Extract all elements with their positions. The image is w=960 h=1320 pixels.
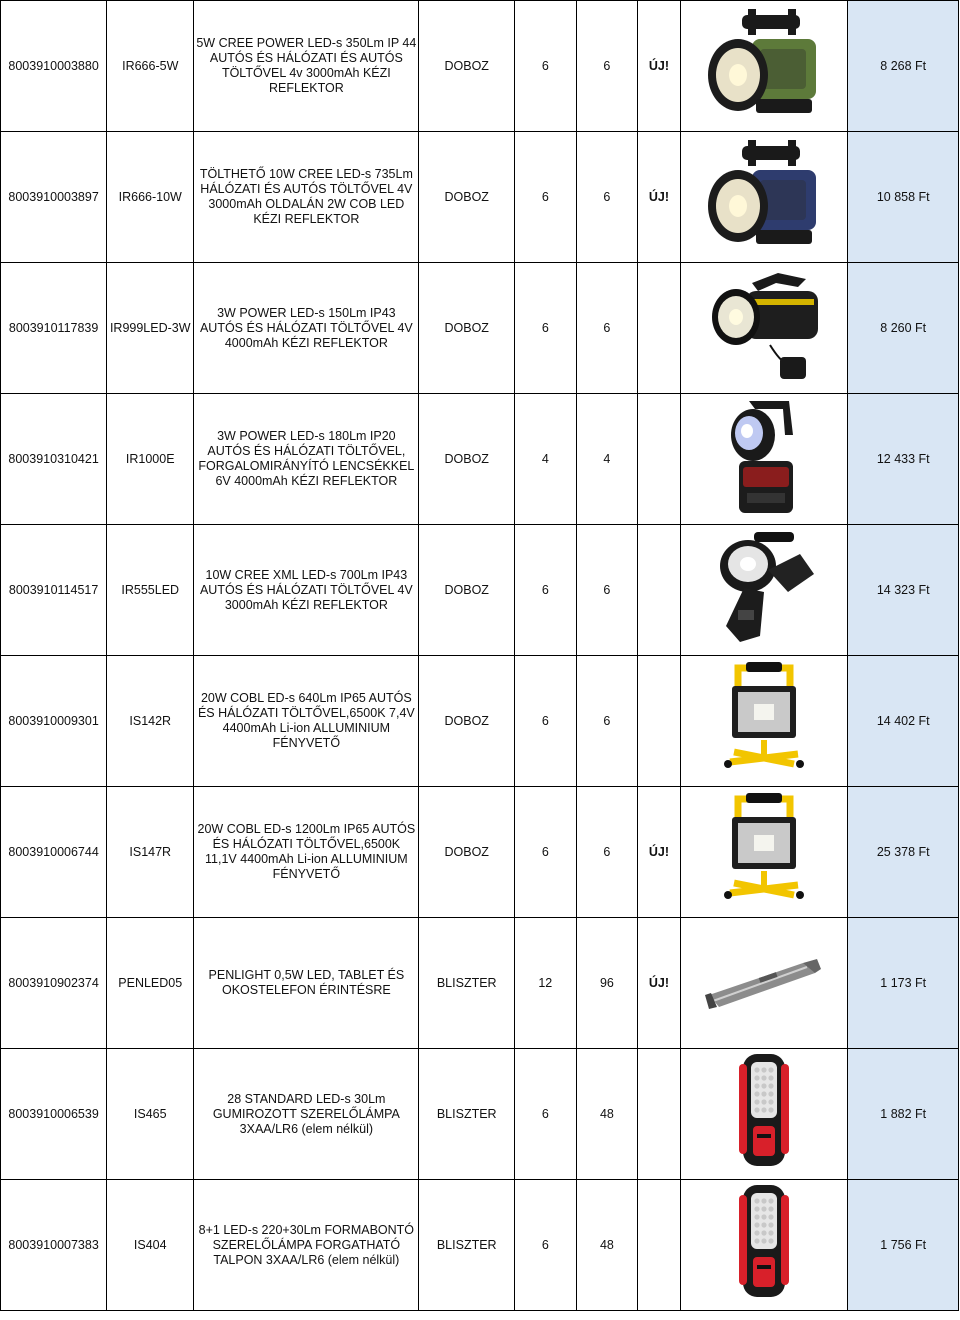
product-image [680,394,848,525]
handheld-spotlight-icon [683,526,846,654]
product-code: 8003910009301 [1,656,107,787]
product-description: 3W POWER LED-s 150Lm IP43 AUTÓS ÉS HÁLÓZATI TÖLTŐVEL 4V 4000mAh KÉZI REFLEKTOR [194,263,419,394]
yellow-floodlight-icon [683,658,846,784]
product-model: IS142R [107,656,194,787]
product-price: 25 378 Ft [848,787,959,918]
product-price: 12 433 Ft [848,394,959,525]
packaging-type: BLISZTER [419,918,515,1049]
product-price: 8 268 Ft [848,1,959,132]
product-price: 8 260 Ft [848,263,959,394]
product-price: 1 173 Ft [848,918,959,1049]
yellow-floodlight-icon [683,789,846,915]
product-description: 20W COBL ED-s 640Lm IP65 AUTÓS ÉS HÁLÓZATI TÖLTŐVEL,6500K 7,4V 4400mAh Li-ion ALLUMINIUM FÉNYVETŐ [194,656,419,787]
inner-quantity: 6 [515,132,577,263]
packaging-type: DOBOZ [419,787,515,918]
table-row [1,525,959,656]
red-work-lamp-icon [683,1050,846,1178]
inner-quantity: 6 [515,263,577,394]
outer-quantity: 6 [576,132,638,263]
packaging-type: BLISZTER [419,1180,515,1311]
table-row [1,656,959,787]
product-model: IS404 [107,1180,194,1311]
product-model: IR666-10W [107,132,194,263]
product-description: 3W POWER LED-s 180Lm IP20 AUTÓS ÉS HÁLÓZATI TÖLTŐVEL, FORGALOMIRÁNYÍTÓ LENCSÉKKEL 6V 4000mAh KÉZI REFLEKTOR [194,394,419,525]
packaging-type: DOBOZ [419,394,515,525]
outer-quantity: 6 [576,656,638,787]
new-badge [638,1049,680,1180]
table-row [1,132,959,263]
inner-quantity: 6 [515,656,577,787]
product-description: 10W CREE XML LED-s 700Lm IP43 AUTÓS ÉS HÁLÓZATI TÖLTŐVEL 4V 3000mAh KÉZI REFLEKTOR [194,525,419,656]
outer-quantity: 6 [576,525,638,656]
product-description: 28 STANDARD LED-s 30Lm GUMIROZOTT SZERELŐLÁMPA 3XAA/LR6 (elem nélkül) [194,1049,419,1180]
product-code: 8003910902374 [1,918,107,1049]
outer-quantity: 96 [576,918,638,1049]
product-image [680,787,848,918]
blue-spotlight-icon [683,136,846,258]
table-row [1,1180,959,1311]
product-description: 8+1 LED-s 220+30Lm FORMABONTÓ SZERELŐLÁMPA FORGATHATÓ TALPON 3XAA/LR6 (elem nélkül) [194,1180,419,1311]
outer-quantity: 6 [576,1,638,132]
product-image [680,1,848,132]
outer-quantity: 6 [576,263,638,394]
product-price: 14 402 Ft [848,656,959,787]
product-rows [1,1,959,1311]
inner-quantity: 6 [515,787,577,918]
product-image [680,263,848,394]
product-code: 8003910114517 [1,525,107,656]
product-model: IR1000E [107,394,194,525]
table-row [1,1049,959,1180]
product-model: IS147R [107,787,194,918]
product-price: 14 323 Ft [848,525,959,656]
table-row [1,918,959,1049]
product-image [680,656,848,787]
packaging-type: BLISZTER [419,1049,515,1180]
product-description: 20W COBL ED-s 1200Lm IP65 AUTÓS ÉS HÁLÓZATI TÖLTŐVEL,6500K 11,1V 4400mAh Li-ion ALLUMINIUM FÉNYVETŐ [194,787,419,918]
table-row [1,263,959,394]
outer-quantity: 48 [576,1049,638,1180]
packaging-type: DOBOZ [419,132,515,263]
product-price: 10 858 Ft [848,132,959,263]
new-badge: ÚJ! [638,918,680,1049]
packaging-type: DOBOZ [419,525,515,656]
product-code: 8003910006539 [1,1049,107,1180]
new-badge [638,525,680,656]
inner-quantity: 12 [515,918,577,1049]
inner-quantity: 6 [515,1180,577,1311]
new-badge: ÚJ! [638,787,680,918]
packaging-type: DOBOZ [419,263,515,394]
product-image [680,525,848,656]
black-spotlight-with-charger-icon [683,265,846,391]
red-warning-spotlight-icon [683,395,846,523]
inner-quantity: 6 [515,525,577,656]
new-badge: ÚJ! [638,1,680,132]
table-row [1,394,959,525]
product-code: 8003910117839 [1,263,107,394]
product-model: IS465 [107,1049,194,1180]
product-description: 5W CREE POWER LED-s 350Lm IP 44 AUTÓS ÉS HÁLÓZATI ÉS AUTÓS TÖLTŐVEL 4v 3000mAh KÉZI REFLEKTOR [194,1,419,132]
product-code: 8003910003897 [1,132,107,263]
product-code: 8003910310421 [1,394,107,525]
product-image [680,132,848,263]
inner-quantity: 4 [515,394,577,525]
product-model: IR555LED [107,525,194,656]
outer-quantity: 4 [576,394,638,525]
product-image [680,1180,848,1311]
new-badge [638,1180,680,1311]
product-description: PENLIGHT 0,5W LED, TABLET ÉS OKOSTELEFON ÉRINTÉSRE [194,918,419,1049]
product-price: 1 882 Ft [848,1049,959,1180]
new-badge [638,656,680,787]
penlight-icon [683,951,846,1015]
red-rotating-work-lamp-icon [683,1181,846,1309]
product-code: 8003910003880 [1,1,107,132]
packaging-type: DOBOZ [419,1,515,132]
product-image [680,918,848,1049]
product-model: IR999LED-3W [107,263,194,394]
inner-quantity: 6 [515,1,577,132]
green-spotlight-icon [683,5,846,127]
product-image [680,1049,848,1180]
outer-quantity: 6 [576,787,638,918]
new-badge [638,263,680,394]
product-code: 8003910007383 [1,1180,107,1311]
product-description: TÖLTHETŐ 10W CREE LED-s 735Lm HÁLÓZATI ÉS AUTÓS TÖLTŐVEL 4V 3000mAh OLDALÁN 2W COB LED KÉZI REFLEKTOR [194,132,419,263]
product-model: IR666-5W [107,1,194,132]
new-badge: ÚJ! [638,132,680,263]
inner-quantity: 6 [515,1049,577,1180]
table-row [1,787,959,918]
product-price: 1 756 Ft [848,1180,959,1311]
outer-quantity: 48 [576,1180,638,1311]
product-code: 8003910006744 [1,787,107,918]
table-row [1,1,959,132]
new-badge [638,394,680,525]
packaging-type: DOBOZ [419,656,515,787]
product-model: PENLED05 [107,918,194,1049]
